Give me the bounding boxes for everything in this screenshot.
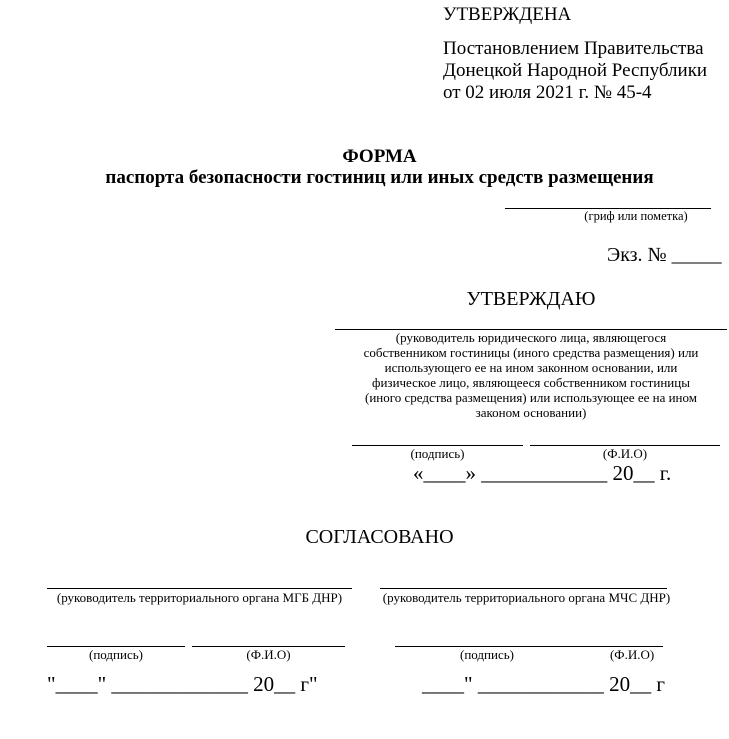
- agreed-left-date-line: "____" _____________ 20__ г": [47, 672, 318, 696]
- name-blank-line: [530, 432, 720, 446]
- role-blank-line: [47, 580, 352, 589]
- signature-blank-line: [47, 633, 185, 647]
- signature-field: [47, 633, 185, 662]
- approve-signature-row: [352, 432, 727, 461]
- name-blank-line: [192, 633, 345, 647]
- agreed-left-block: [47, 580, 352, 696]
- signature-label: (подпись): [410, 446, 465, 461]
- signer-description-line: физическое лицо, являющееся собственником гостиницы: [372, 375, 690, 390]
- role-label: (руководитель территориального органа МЧС ДНР): [382, 590, 671, 605]
- approved-stamp-line: Постановлением Правительства: [443, 38, 704, 59]
- signer-description-line: собственником гостиницы (иного средства размещения) или: [363, 345, 699, 360]
- agreed-right-date-line: ____" ____________ 20__ г: [422, 672, 665, 696]
- name-field: [192, 633, 345, 662]
- agreed-right-block: [378, 580, 675, 696]
- signer-description-line: использующего ее на ином законном основании, или: [384, 360, 678, 375]
- signer-description-line: законом основании): [475, 405, 587, 420]
- name-label: (Ф.И.О): [602, 446, 648, 461]
- grif-blank-line: [505, 195, 711, 209]
- signer-description: [335, 329, 727, 420]
- approve-block: [335, 288, 727, 485]
- signer-description-line: (руководитель юридического лица, являющегося: [395, 330, 667, 345]
- grif-field: [505, 195, 711, 224]
- role-label: (руководитель территориального органа МГБ ДНР): [56, 590, 343, 605]
- role-blank-line: [380, 580, 667, 589]
- approved-stamp-line: Донецкой Народной Республики: [443, 60, 708, 81]
- form-title: [30, 146, 729, 188]
- signature-label: (подпись): [460, 647, 514, 662]
- signature-field: [352, 432, 523, 461]
- approved-stamp-line: от 02 июля 2021 г. № 45-4: [443, 82, 652, 103]
- approved-stamp: [443, 4, 729, 104]
- grif-label: (гриф или пометка): [584, 209, 688, 223]
- approve-date-line: «____» ____________ 20__ г.: [413, 461, 672, 485]
- form-title-subheading: паспорта безопасности гостиниц или иных средств размещения: [105, 167, 654, 188]
- name-label: (Ф.И.О): [609, 647, 655, 662]
- copy-number: Экз. № _____: [607, 244, 722, 266]
- signature-blank-line: [395, 633, 663, 647]
- agreed-heading: СОГЛАСОВАНО: [305, 526, 454, 548]
- name-field: [530, 432, 720, 461]
- name-label: (Ф.И.О): [246, 647, 291, 662]
- approve-heading: УТВЕРЖДАЮ: [466, 288, 596, 310]
- agreed-left-signature-row: [47, 633, 352, 662]
- agreed-right-labels-row: [378, 647, 675, 662]
- approved-stamp-title: УТВЕРЖДЕНА: [443, 4, 572, 25]
- form-title-heading: ФОРМА: [342, 146, 417, 167]
- signature-label: (подпись): [89, 647, 143, 662]
- signer-description-line: (иного средства размещения) или использующее ее на ином: [364, 390, 697, 405]
- signature-blank-line: [352, 432, 523, 446]
